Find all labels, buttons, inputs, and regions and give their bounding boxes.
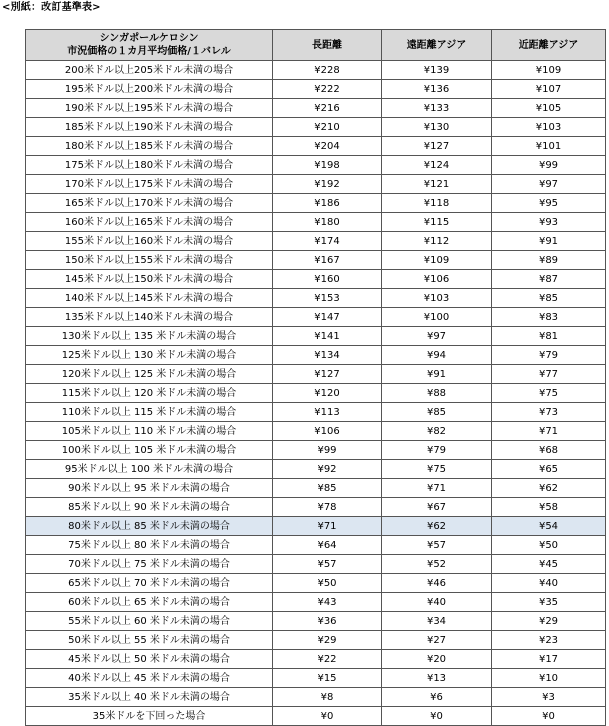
cell-condition: 50米ドル以上 55 米ドル未満の場合 <box>26 631 273 650</box>
table-header-row <box>26 30 606 61</box>
cell-long-distance: ¥8 <box>273 688 382 707</box>
cell-long-distance: ¥134 <box>273 346 382 365</box>
table-row <box>26 574 606 593</box>
cell-long-distance: ¥85 <box>273 479 382 498</box>
cell-far-asia: ¥127 <box>382 137 492 156</box>
cell-near-asia: ¥87 <box>492 270 606 289</box>
cell-condition: 120米ドル以上 125 米ドル未満の場合 <box>26 365 273 384</box>
cell-condition: 35米ドルを下回った場合 <box>26 707 273 726</box>
cell-far-asia: ¥139 <box>382 61 492 80</box>
cell-long-distance: ¥106 <box>273 422 382 441</box>
header-condition-line1: シンガポールケロシン <box>99 33 199 44</box>
cell-near-asia: ¥17 <box>492 650 606 669</box>
cell-long-distance: ¥15 <box>273 669 382 688</box>
cell-long-distance: ¥127 <box>273 365 382 384</box>
cell-far-asia: ¥112 <box>382 232 492 251</box>
cell-near-asia: ¥73 <box>492 403 606 422</box>
cell-near-asia: ¥107 <box>492 80 606 99</box>
table-row <box>26 517 606 536</box>
cell-condition: 125米ドル以上 130 米ドル未満の場合 <box>26 346 273 365</box>
cell-condition: 95米ドル以上 100 米ドル未満の場合 <box>26 460 273 479</box>
table-row <box>26 688 606 707</box>
cell-near-asia: ¥85 <box>492 289 606 308</box>
header-near-asia: 近距離アジア <box>492 30 606 61</box>
cell-far-asia: ¥118 <box>382 194 492 213</box>
cell-condition: 130米ドル以上 135 米ドル未満の場合 <box>26 327 273 346</box>
cell-condition: 85米ドル以上 90 米ドル未満の場合 <box>26 498 273 517</box>
cell-near-asia: ¥75 <box>492 384 606 403</box>
cell-long-distance: ¥113 <box>273 403 382 422</box>
cell-long-distance: ¥78 <box>273 498 382 517</box>
cell-condition: 105米ドル以上 110 米ドル未満の場合 <box>26 422 273 441</box>
cell-far-asia: ¥27 <box>382 631 492 650</box>
cell-condition: 140米ドル以上145米ドル未満の場合 <box>26 289 273 308</box>
table-row <box>26 384 606 403</box>
cell-near-asia: ¥45 <box>492 555 606 574</box>
cell-near-asia: ¥23 <box>492 631 606 650</box>
cell-far-asia: ¥100 <box>382 308 492 327</box>
cell-near-asia: ¥35 <box>492 593 606 612</box>
cell-long-distance: ¥222 <box>273 80 382 99</box>
table-row <box>26 99 606 118</box>
cell-near-asia: ¥99 <box>492 156 606 175</box>
cell-condition: 165米ドル以上170米ドル未満の場合 <box>26 194 273 213</box>
cell-long-distance: ¥0 <box>273 707 382 726</box>
header-condition-line2: 市況価格の１カ月平均価格/１バレル <box>67 46 231 57</box>
cell-near-asia: ¥95 <box>492 194 606 213</box>
table-row <box>26 479 606 498</box>
cell-near-asia: ¥10 <box>492 669 606 688</box>
cell-near-asia: ¥103 <box>492 118 606 137</box>
cell-near-asia: ¥101 <box>492 137 606 156</box>
cell-condition: 180米ドル以上185米ドル未満の場合 <box>26 137 273 156</box>
table-row <box>26 441 606 460</box>
cell-condition: 60米ドル以上 65 米ドル未満の場合 <box>26 593 273 612</box>
cell-long-distance: ¥228 <box>273 61 382 80</box>
table-row <box>26 650 606 669</box>
cell-near-asia: ¥58 <box>492 498 606 517</box>
cell-near-asia: ¥89 <box>492 251 606 270</box>
cell-long-distance: ¥120 <box>273 384 382 403</box>
table-row <box>26 536 606 555</box>
cell-far-asia: ¥57 <box>382 536 492 555</box>
cell-condition: 185米ドル以上190米ドル未満の場合 <box>26 118 273 137</box>
cell-condition: 150米ドル以上155米ドル未満の場合 <box>26 251 273 270</box>
cell-far-asia: ¥106 <box>382 270 492 289</box>
table-row <box>26 669 606 688</box>
cell-far-asia: ¥6 <box>382 688 492 707</box>
cell-long-distance: ¥50 <box>273 574 382 593</box>
cell-condition: 175米ドル以上180米ドル未満の場合 <box>26 156 273 175</box>
cell-condition: 70米ドル以上 75 米ドル未満の場合 <box>26 555 273 574</box>
cell-condition: 100米ドル以上 105 米ドル未満の場合 <box>26 441 273 460</box>
cell-far-asia: ¥40 <box>382 593 492 612</box>
table-row <box>26 270 606 289</box>
table-row <box>26 213 606 232</box>
cell-near-asia: ¥109 <box>492 61 606 80</box>
cell-far-asia: ¥109 <box>382 251 492 270</box>
cell-near-asia: ¥54 <box>492 517 606 536</box>
table-row <box>26 118 606 137</box>
cell-far-asia: ¥121 <box>382 175 492 194</box>
cell-condition: 35米ドル以上 40 米ドル未満の場合 <box>26 688 273 707</box>
cell-near-asia: ¥77 <box>492 365 606 384</box>
cell-long-distance: ¥147 <box>273 308 382 327</box>
cell-condition: 195米ドル以上200米ドル未満の場合 <box>26 80 273 99</box>
cell-condition: 160米ドル以上165米ドル未満の場合 <box>26 213 273 232</box>
table-row <box>26 194 606 213</box>
table-row <box>26 346 606 365</box>
cell-near-asia: ¥29 <box>492 612 606 631</box>
table-row <box>26 707 606 726</box>
cell-long-distance: ¥57 <box>273 555 382 574</box>
table-row <box>26 156 606 175</box>
cell-far-asia: ¥75 <box>382 460 492 479</box>
cell-long-distance: ¥29 <box>273 631 382 650</box>
cell-condition: 65米ドル以上 70 米ドル未満の場合 <box>26 574 273 593</box>
cell-long-distance: ¥141 <box>273 327 382 346</box>
cell-long-distance: ¥92 <box>273 460 382 479</box>
cell-long-distance: ¥64 <box>273 536 382 555</box>
cell-near-asia: ¥105 <box>492 99 606 118</box>
table-row <box>26 232 606 251</box>
cell-far-asia: ¥79 <box>382 441 492 460</box>
cell-near-asia: ¥0 <box>492 707 606 726</box>
table-row <box>26 365 606 384</box>
cell-long-distance: ¥160 <box>273 270 382 289</box>
table-row <box>26 80 606 99</box>
cell-long-distance: ¥210 <box>273 118 382 137</box>
cell-near-asia: ¥65 <box>492 460 606 479</box>
cell-long-distance: ¥180 <box>273 213 382 232</box>
cell-near-asia: ¥40 <box>492 574 606 593</box>
cell-near-asia: ¥97 <box>492 175 606 194</box>
table-row <box>26 308 606 327</box>
cell-condition: 135米ドル以上140米ドル未満の場合 <box>26 308 273 327</box>
cell-condition: 45米ドル以上 50 米ドル未満の場合 <box>26 650 273 669</box>
cell-condition: 75米ドル以上 80 米ドル未満の場合 <box>26 536 273 555</box>
cell-far-asia: ¥91 <box>382 365 492 384</box>
cell-far-asia: ¥115 <box>382 213 492 232</box>
cell-far-asia: ¥103 <box>382 289 492 308</box>
table-row <box>26 460 606 479</box>
cell-far-asia: ¥46 <box>382 574 492 593</box>
cell-far-asia: ¥133 <box>382 99 492 118</box>
cell-far-asia: ¥71 <box>382 479 492 498</box>
cell-long-distance: ¥153 <box>273 289 382 308</box>
cell-condition: 40米ドル以上 45 米ドル未満の場合 <box>26 669 273 688</box>
table-row <box>26 593 606 612</box>
cell-far-asia: ¥62 <box>382 517 492 536</box>
cell-near-asia: ¥50 <box>492 536 606 555</box>
cell-long-distance: ¥204 <box>273 137 382 156</box>
header-long-distance: 長距離 <box>273 30 382 61</box>
cell-condition: 145米ドル以上150米ドル未満の場合 <box>26 270 273 289</box>
cell-near-asia: ¥79 <box>492 346 606 365</box>
cell-far-asia: ¥97 <box>382 327 492 346</box>
cell-far-asia: ¥82 <box>382 422 492 441</box>
cell-long-distance: ¥22 <box>273 650 382 669</box>
header-condition <box>26 30 273 61</box>
table-row <box>26 61 606 80</box>
cell-long-distance: ¥174 <box>273 232 382 251</box>
table-row <box>26 289 606 308</box>
cell-condition: 170米ドル以上175米ドル未満の場合 <box>26 175 273 194</box>
cell-far-asia: ¥85 <box>382 403 492 422</box>
cell-near-asia: ¥93 <box>492 213 606 232</box>
cell-near-asia: ¥81 <box>492 327 606 346</box>
cell-near-asia: ¥83 <box>492 308 606 327</box>
cell-long-distance: ¥186 <box>273 194 382 213</box>
cell-condition: 155米ドル以上160米ドル未満の場合 <box>26 232 273 251</box>
table-row <box>26 403 606 422</box>
table-row <box>26 251 606 270</box>
cell-near-asia: ¥62 <box>492 479 606 498</box>
cell-far-asia: ¥130 <box>382 118 492 137</box>
cell-near-asia: ¥71 <box>492 422 606 441</box>
cell-condition: 115米ドル以上 120 米ドル未満の場合 <box>26 384 273 403</box>
cell-near-asia: ¥68 <box>492 441 606 460</box>
cell-long-distance: ¥216 <box>273 99 382 118</box>
cell-long-distance: ¥36 <box>273 612 382 631</box>
cell-condition: 80米ドル以上 85 米ドル未満の場合 <box>26 517 273 536</box>
cell-condition: 110米ドル以上 115 米ドル未満の場合 <box>26 403 273 422</box>
cell-far-asia: ¥0 <box>382 707 492 726</box>
cell-far-asia: ¥52 <box>382 555 492 574</box>
table-row <box>26 555 606 574</box>
table-body <box>26 61 606 726</box>
cell-long-distance: ¥99 <box>273 441 382 460</box>
cell-far-asia: ¥94 <box>382 346 492 365</box>
cell-far-asia: ¥136 <box>382 80 492 99</box>
header-far-asia: 遠距離アジア <box>382 30 492 61</box>
cell-condition: 90米ドル以上 95 米ドル未満の場合 <box>26 479 273 498</box>
cell-far-asia: ¥88 <box>382 384 492 403</box>
revision-rate-table <box>25 29 606 726</box>
table-row <box>26 612 606 631</box>
cell-far-asia: ¥67 <box>382 498 492 517</box>
cell-far-asia: ¥124 <box>382 156 492 175</box>
table-row <box>26 175 606 194</box>
table-row <box>26 631 606 650</box>
cell-condition: 190米ドル以上195米ドル未満の場合 <box>26 99 273 118</box>
cell-far-asia: ¥20 <box>382 650 492 669</box>
cell-long-distance: ¥198 <box>273 156 382 175</box>
page-caption: <別紙：改訂基準表> <box>2 2 101 13</box>
cell-far-asia: ¥13 <box>382 669 492 688</box>
cell-long-distance: ¥167 <box>273 251 382 270</box>
cell-near-asia: ¥91 <box>492 232 606 251</box>
cell-long-distance: ¥43 <box>273 593 382 612</box>
cell-long-distance: ¥71 <box>273 517 382 536</box>
table-row <box>26 498 606 517</box>
cell-near-asia: ¥3 <box>492 688 606 707</box>
cell-condition: 55米ドル以上 60 米ドル未満の場合 <box>26 612 273 631</box>
table-row <box>26 327 606 346</box>
cell-condition: 200米ドル以上205米ドル未満の場合 <box>26 61 273 80</box>
table-row <box>26 137 606 156</box>
cell-long-distance: ¥192 <box>273 175 382 194</box>
table-row <box>26 422 606 441</box>
cell-far-asia: ¥34 <box>382 612 492 631</box>
